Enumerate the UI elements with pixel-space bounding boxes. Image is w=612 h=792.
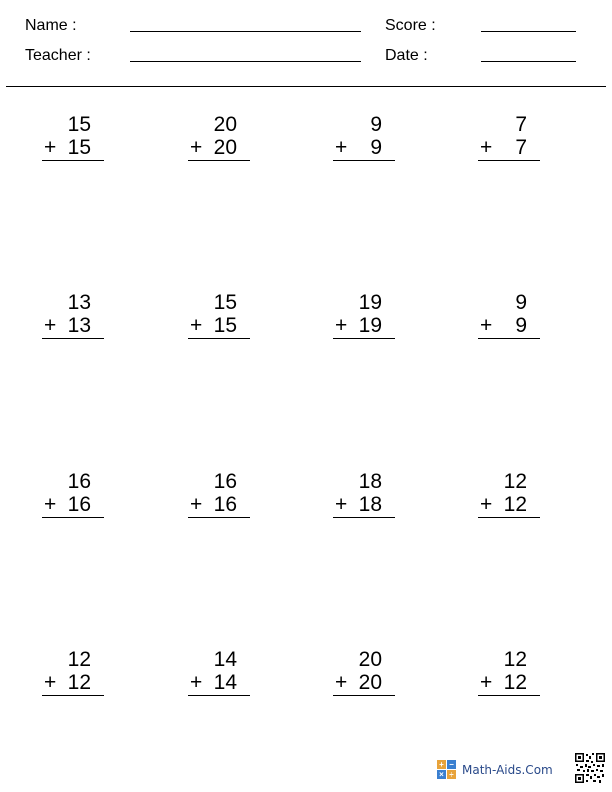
answer-line[interactable] <box>42 695 104 696</box>
answer-line[interactable] <box>478 160 540 161</box>
plus-sign: + <box>190 671 203 694</box>
problem-top-number: 19 <box>358 291 382 314</box>
teacher-label: Teacher : <box>25 47 91 64</box>
plus-sign: + <box>480 671 493 694</box>
problem <box>327 113 397 159</box>
problem-top-number: 20 <box>213 113 237 136</box>
plus-sign: + <box>44 493 57 516</box>
problem-top-number: 15 <box>213 291 237 314</box>
problem-bottom-row <box>182 314 252 337</box>
problem <box>472 648 542 694</box>
problem-bottom-row <box>327 493 397 516</box>
problem-top-number: 7 <box>515 113 527 136</box>
problem-top-number: 9 <box>515 291 527 314</box>
problem-top-number: 18 <box>358 470 382 493</box>
plus-sign: + <box>335 671 348 694</box>
problem-top-row <box>182 113 252 136</box>
problem-top-number: 13 <box>67 291 91 314</box>
answer-line[interactable] <box>42 160 104 161</box>
plus-sign: + <box>190 493 203 516</box>
problem-top-number: 12 <box>503 470 527 493</box>
problem-top-row <box>36 113 106 136</box>
problem-bottom-number: 13 <box>67 314 91 337</box>
problem-top-number: 12 <box>503 648 527 671</box>
problem-bottom-number: 18 <box>358 493 382 516</box>
plus-sign: + <box>44 671 57 694</box>
answer-line[interactable] <box>333 695 395 696</box>
problem-bottom-row <box>182 493 252 516</box>
teacher-field-line[interactable] <box>130 61 361 62</box>
calculator-icon: + − × ÷ <box>437 760 457 780</box>
problem <box>472 291 542 337</box>
answer-line[interactable] <box>188 160 250 161</box>
plus-sign: + <box>190 314 203 337</box>
problem <box>182 291 252 337</box>
problem <box>36 113 106 159</box>
problem-bottom-number: 9 <box>370 136 382 159</box>
problem-top-row <box>472 291 542 314</box>
problem-top-row <box>182 470 252 493</box>
plus-sign: + <box>480 136 493 159</box>
problem-bottom-row <box>327 136 397 159</box>
problem-bottom-row <box>472 671 542 694</box>
problem-bottom-number: 7 <box>515 136 527 159</box>
problem <box>182 470 252 516</box>
problem-top-number: 16 <box>67 470 91 493</box>
problem-bottom-number: 14 <box>213 671 237 694</box>
problem-top-row <box>327 470 397 493</box>
problem-top-row <box>182 291 252 314</box>
problem-top-row <box>36 648 106 671</box>
plus-sign: + <box>190 136 203 159</box>
answer-line[interactable] <box>333 338 395 339</box>
problem-top-number: 15 <box>67 113 91 136</box>
plus-sign: + <box>480 493 493 516</box>
answer-line[interactable] <box>188 338 250 339</box>
problem-top-number: 9 <box>370 113 382 136</box>
score-field-line[interactable] <box>481 31 576 32</box>
problem-top-row <box>36 470 106 493</box>
date-field-line[interactable] <box>481 61 576 62</box>
problem-bottom-number: 9 <box>515 314 527 337</box>
problem-bottom-row <box>472 493 542 516</box>
problem <box>182 648 252 694</box>
problem-top-row <box>327 648 397 671</box>
problem-top-row <box>327 291 397 314</box>
problem-bottom-row <box>36 314 106 337</box>
problem-bottom-row <box>472 314 542 337</box>
problem <box>327 648 397 694</box>
problem-top-number: 16 <box>213 470 237 493</box>
plus-sign: + <box>335 314 348 337</box>
footer-logo <box>437 760 553 780</box>
qr-code-icon <box>574 752 606 784</box>
answer-line[interactable] <box>478 338 540 339</box>
plus-sign: + <box>335 493 348 516</box>
problem-bottom-row <box>327 314 397 337</box>
plus-sign: + <box>44 314 57 337</box>
problem-bottom-number: 19 <box>358 314 382 337</box>
problem-bottom-row <box>182 671 252 694</box>
problem-top-row <box>36 291 106 314</box>
answer-line[interactable] <box>42 338 104 339</box>
answer-line[interactable] <box>478 517 540 518</box>
problem <box>327 470 397 516</box>
problem-top-number: 12 <box>67 648 91 671</box>
answer-line[interactable] <box>42 517 104 518</box>
problem-bottom-number: 20 <box>213 136 237 159</box>
date-label: Date : <box>385 47 428 64</box>
problem-top-row <box>472 470 542 493</box>
problem-bottom-row <box>327 671 397 694</box>
plus-sign: + <box>335 136 348 159</box>
problem <box>36 648 106 694</box>
problem-top-number: 20 <box>358 648 382 671</box>
problem-top-row <box>182 648 252 671</box>
problem-bottom-row <box>36 671 106 694</box>
header-divider <box>6 86 606 87</box>
problem <box>472 113 542 159</box>
problem <box>472 470 542 516</box>
problem-bottom-number: 15 <box>213 314 237 337</box>
problem-bottom-number: 12 <box>503 671 527 694</box>
problem-top-number: 14 <box>213 648 237 671</box>
problem <box>36 291 106 337</box>
problem-bottom-number: 20 <box>358 671 382 694</box>
problem <box>36 470 106 516</box>
score-label: Score : <box>385 17 436 34</box>
answer-line[interactable] <box>478 695 540 696</box>
problem-bottom-row <box>36 136 106 159</box>
plus-sign: + <box>44 136 57 159</box>
brand-text: Math-Aids.Com <box>462 763 553 777</box>
name-field-line[interactable] <box>130 31 361 32</box>
answer-line[interactable] <box>188 517 250 518</box>
plus-sign: + <box>480 314 493 337</box>
name-label: Name : <box>25 17 77 34</box>
problem <box>182 113 252 159</box>
problem-bottom-number: 12 <box>67 671 91 694</box>
answer-line[interactable] <box>188 695 250 696</box>
problem-bottom-row <box>472 136 542 159</box>
problem-bottom-number: 16 <box>213 493 237 516</box>
problem <box>327 291 397 337</box>
problem-top-row <box>472 113 542 136</box>
answer-line[interactable] <box>333 160 395 161</box>
problem-top-row <box>472 648 542 671</box>
answer-line[interactable] <box>333 517 395 518</box>
problem-top-row <box>327 113 397 136</box>
problem-bottom-number: 15 <box>67 136 91 159</box>
problem-bottom-row <box>36 493 106 516</box>
problem-bottom-number: 16 <box>67 493 91 516</box>
problem-bottom-row <box>182 136 252 159</box>
problem-bottom-number: 12 <box>503 493 527 516</box>
